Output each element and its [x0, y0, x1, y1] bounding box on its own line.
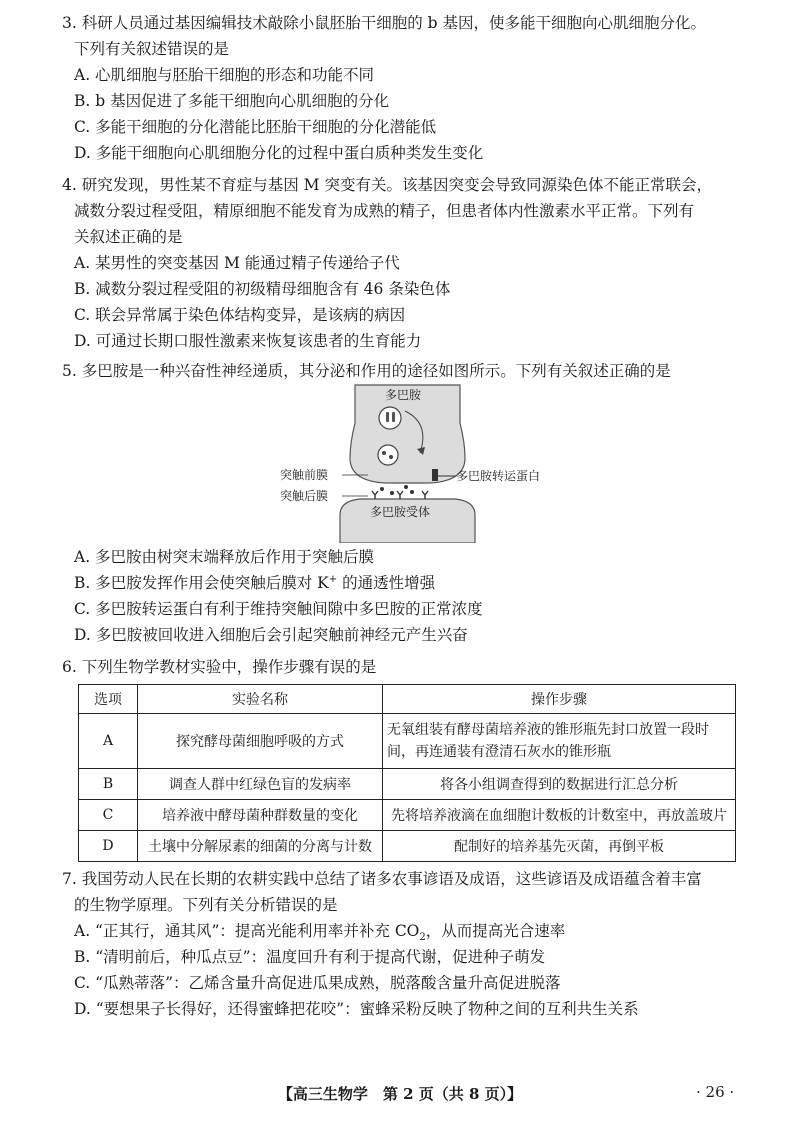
- question-5-options: [62, 544, 762, 648]
- synapse-diagram: [280, 383, 550, 543]
- question-5-option-c: C. 多巴胺转运蛋白有利于维持突触间隙中多巴胺的正常浓度: [74, 600, 483, 618]
- table-cell-steps: 无氧组装有酵母菌培养液的锥形瓶先封口放置一段时 间，再连通装有澄清石灰水的锥形瓶: [383, 714, 736, 769]
- question-3-option-a: A. 心肌细胞与胚胎干细胞的形态和功能不同: [74, 66, 375, 84]
- footer-code: · 26 ·: [696, 1083, 735, 1101]
- table-cell-steps: 先将培养液滴在血细胞计数板的计数室中，再放盖玻片: [383, 800, 736, 831]
- table-header-steps: 操作步骤: [383, 685, 736, 714]
- receptor-icon: [422, 491, 428, 499]
- page-footer: [0, 1083, 800, 1107]
- footer-page-info: 【高三生物学 第 2 页（共 8 页）】: [277, 1085, 523, 1103]
- table-cell-option: C: [79, 800, 138, 831]
- receptor-icon: [397, 491, 403, 499]
- question-6-stem: 6. 下列生物学教材实验中，操作步骤有误的是: [62, 658, 377, 676]
- question-3-stem-continued: 下列有关叙述错误的是: [74, 40, 230, 58]
- question-4-stem-continued-1: 减数分裂过程受阻，精原细胞不能发育为成熟的精子，但患者体内性激素水平正常。下列有: [74, 202, 695, 220]
- question-4-option-b: B. 减数分裂过程受阻的初级精母细胞含有 46 条染色体: [74, 280, 451, 298]
- label-presynaptic-membrane: 突触前膜: [280, 468, 329, 482]
- question-5: [62, 358, 762, 384]
- question-7-option-d: D. “要想果子长得好，还得蜜蜂把花咬”：蜜蜂采粉反映了物种之间的互利共生关系: [74, 1000, 639, 1018]
- table-cell-option: B: [79, 769, 138, 800]
- table-row: [79, 831, 736, 862]
- label-dopamine-transporter: 多巴胺转运蛋白: [456, 469, 541, 483]
- question-4-option-a: A. 某男性的突变基因 M 能通过精子传递给子代: [74, 254, 400, 272]
- question-7-option-a: A. “正其行，通其风”：提高光能利用率并补充 $CO_2$，从而提高光合速率: [74, 922, 566, 944]
- table-cell-option: D: [79, 831, 138, 862]
- question-7-stem: 7. 我国劳动人民在长期的农耕实践中总结了诸多农事谚语及成语，这些谚语及成语蕴含着丰富: [62, 870, 702, 888]
- table-row: [79, 714, 736, 769]
- table-cell-steps: 配制好的培养基先灭菌，再倒平板: [383, 831, 736, 862]
- question-4-option-c: C. 联会异常属于染色体结构变异，是该病的病因: [74, 306, 406, 324]
- table-cell-experiment: 培养液中酵母菌种群数量的变化: [138, 800, 383, 831]
- transporter-icon: [432, 469, 438, 481]
- question-5-option-a: A. 多巴胺由树突末端释放后作用于突触后膜: [74, 548, 375, 566]
- table-row: [79, 769, 736, 800]
- question-5-stem: 5. 多巴胺是一种兴奋性神经递质，其分泌和作用的途径如图所示。下列有关叙述正确的是: [62, 362, 671, 380]
- experiment-table: [78, 684, 736, 862]
- table-header-row: [79, 685, 736, 714]
- question-7-stem-continued: 的生物学原理。下列有关分析错误的是: [74, 896, 338, 914]
- table-cell-option: A: [79, 714, 138, 769]
- receptor-icon: [372, 491, 378, 499]
- question-6: [62, 654, 762, 680]
- table-cell-steps: 将各小组调查得到的数据进行汇总分析: [383, 769, 736, 800]
- question-4: [62, 172, 762, 354]
- question-5-option-b: B. 多巴胺发挥作用会使突触后膜对 K+ 的通透性增强: [74, 573, 436, 592]
- question-5-option-d: D. 多巴胺被回收进入细胞后会引起突触前神经元产生兴奋: [74, 626, 468, 644]
- vesicle-docked-icon: [378, 445, 398, 465]
- label-postsynaptic-membrane: 突触后膜: [280, 489, 329, 503]
- vesicle-icon: [379, 407, 401, 429]
- question-4-option-d: D. 可通过长期口服性激素来恢复该患者的生育能力: [74, 332, 422, 350]
- question-3-option-d: D. 多能干细胞向心肌细胞分化的过程中蛋白质种类发生变化: [74, 144, 484, 162]
- question-3-option-b: B. b 基因促进了多能干细胞向心肌细胞的分化: [74, 92, 390, 110]
- table-cell-experiment: 土壤中分解尿素的细菌的分离与计数: [138, 831, 383, 862]
- question-3-option-c: C. 多能干细胞的分化潜能比胚胎干细胞的分化潜能低: [74, 118, 437, 136]
- question-3-stem: 3. 科研人员通过基因编辑技术敲除小鼠胚胎干细胞的 b 基因，使多能干细胞向心肌细胞分化。: [62, 14, 706, 32]
- table-row: [79, 800, 736, 831]
- question-7: [62, 866, 762, 1022]
- question-4-stem: 4. 研究发现，男性某不育症与基因 M 突变有关。该基因突变会导致同源染色体不能正常联会，: [62, 176, 712, 194]
- table-header-experiment: 实验名称: [138, 685, 383, 714]
- question-7-option-b: B. “清明前后，种瓜点豆”：温度回升有利于提高代谢，促进种子萌发: [74, 948, 546, 966]
- table-cell-experiment: 探究酵母菌细胞呼吸的方式: [138, 714, 383, 769]
- label-dopamine: 多巴胺: [385, 388, 422, 402]
- label-dopamine-receptor: 多巴胺受体: [370, 505, 431, 519]
- question-3: [62, 10, 762, 166]
- question-4-stem-continued-2: 关叙述正确的是: [74, 228, 183, 246]
- table-header-option: 选项: [79, 685, 138, 714]
- table-cell-experiment: 调查人群中红绿色盲的发病率: [138, 769, 383, 800]
- question-7-option-c: C. “瓜熟蒂落”：乙烯含量升高促进瓜果成熟，脱落酸含量升高促进脱落: [74, 974, 561, 992]
